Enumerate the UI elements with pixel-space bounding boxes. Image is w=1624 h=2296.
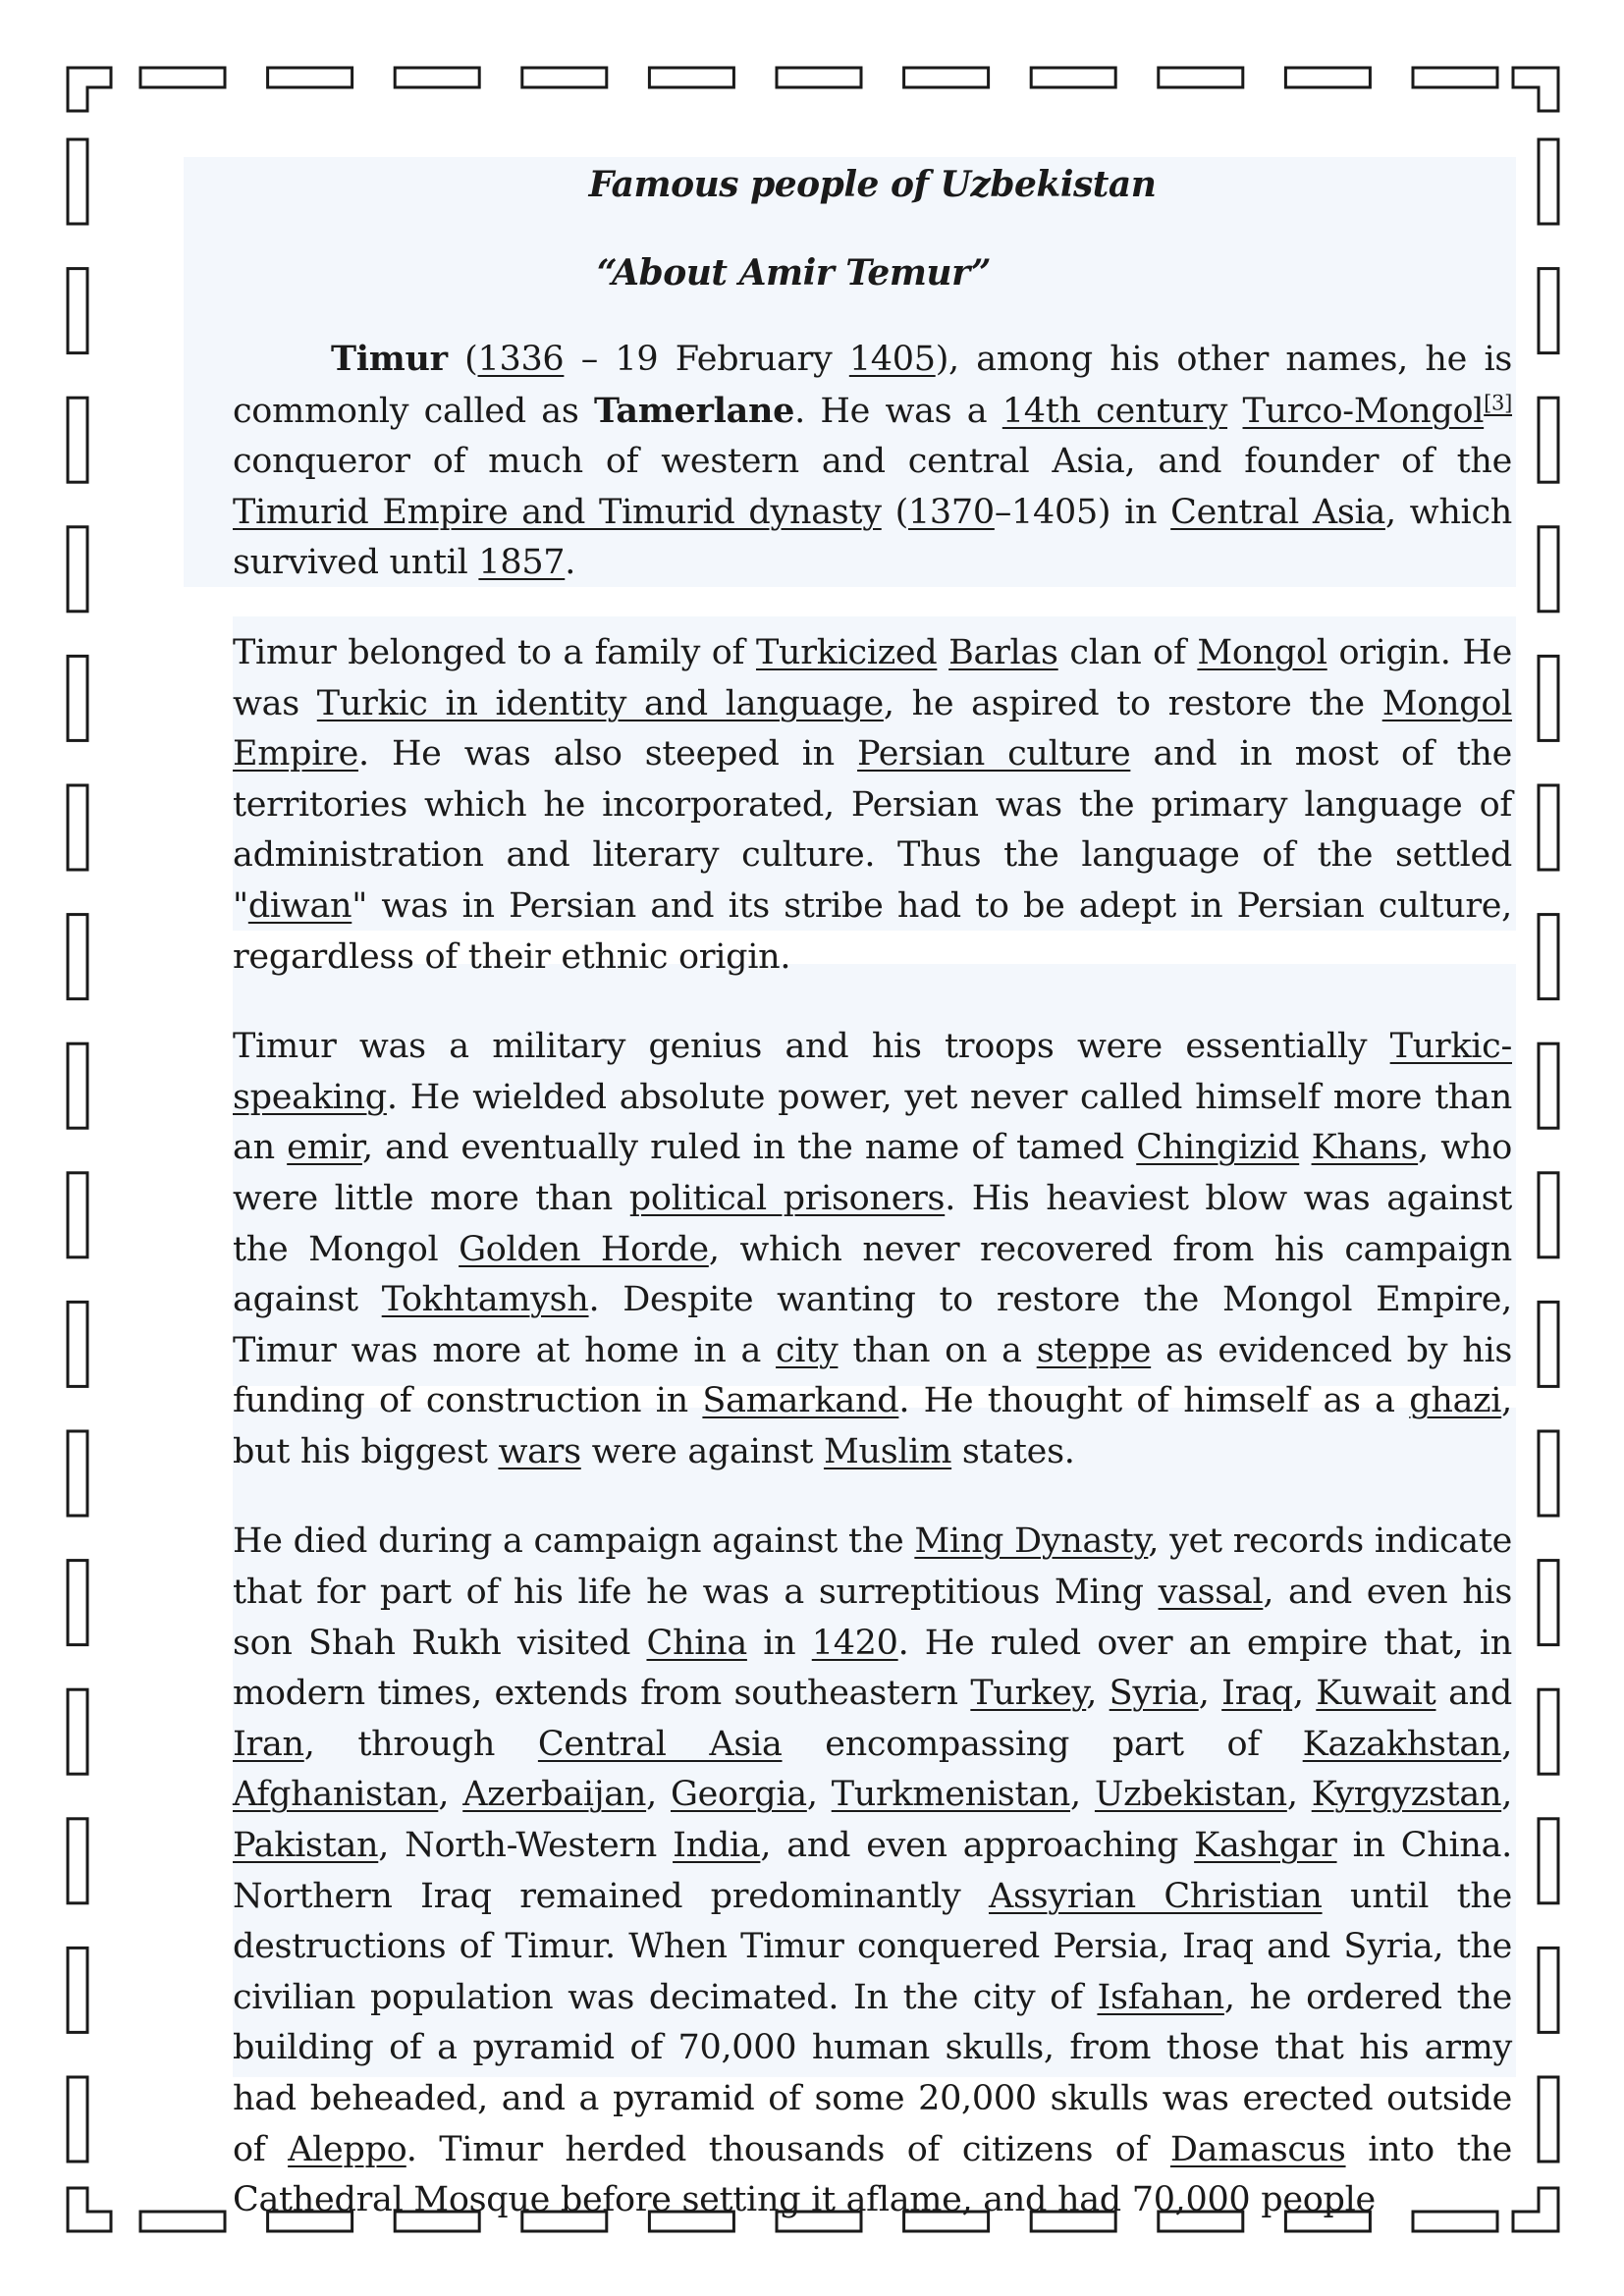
document-body	[233, 147, 1512, 2226]
text-run: (	[447, 340, 478, 379]
border-segment-37	[1539, 1043, 1558, 1128]
text-run: , North-Western	[378, 1826, 674, 1866]
hyperlink[interactable]: 1420	[811, 1623, 898, 1663]
border-segment-14	[1031, 68, 1115, 87]
hyperlink[interactable]: Tokhtamysh	[381, 1280, 589, 1320]
hyperlink[interactable]: 1405	[848, 340, 936, 379]
paragraph-military	[233, 1022, 1512, 1477]
text-run: , but his biggest	[233, 1381, 1512, 1471]
text-run: ,	[1070, 1775, 1095, 1815]
text-run: ,	[646, 1775, 671, 1815]
hyperlink[interactable]: [3]	[1484, 390, 1513, 414]
hyperlink[interactable]: Isfahan	[1097, 1977, 1224, 2017]
border-segment-45	[1539, 1561, 1558, 1645]
hyperlink[interactable]: Assyrian Christian	[988, 1876, 1323, 1916]
text-run: and	[1435, 1674, 1513, 1714]
border-segment-32	[68, 785, 87, 870]
text-run: . He wielded absolute power, yet never called himself more than an	[233, 1077, 1512, 1168]
border-segment-22	[68, 139, 87, 224]
hyperlink[interactable]: Afghanistan	[233, 1775, 439, 1815]
border-segment-31	[1539, 656, 1558, 740]
text-run: He died during a campaign against the	[233, 1522, 915, 1562]
hyperlink[interactable]: Uzbekistan	[1094, 1775, 1287, 1815]
hyperlink[interactable]: Turco-Mongol	[1242, 391, 1485, 431]
border-segment-44	[68, 1561, 87, 1645]
text-run: Timur was a military genius and his troops were essentially	[233, 1027, 1390, 1067]
paragraph-empire	[233, 1517, 1512, 2225]
hyperlink[interactable]: Azerbaijan	[462, 1775, 647, 1815]
border-segment-42	[68, 1431, 87, 1516]
hyperlink[interactable]: Kyrgyzstan	[1311, 1775, 1502, 1815]
border-segment-10	[777, 68, 861, 87]
text-run: Timur belonged to a family of	[233, 632, 756, 672]
text-run: . He was also steeped in	[357, 734, 858, 774]
border-segment-40	[68, 1302, 87, 1386]
hyperlink[interactable]: Syria	[1109, 1674, 1199, 1714]
text-run: . He was a	[794, 391, 1002, 431]
paragraph-intro	[233, 334, 1512, 589]
text-run: (	[881, 492, 908, 532]
text-run: , and even his son Shah Rukh visited	[233, 1573, 1512, 1663]
border-segment-36	[68, 1043, 87, 1128]
border-segment-46	[68, 1689, 87, 1774]
border-segment-8	[649, 68, 733, 87]
hyperlink[interactable]: steppe	[1036, 1330, 1152, 1370]
border-segment-30	[68, 656, 87, 740]
text-run: . His heaviest blow was against the Mongol	[233, 1178, 1513, 1269]
text-run: , which survived until	[233, 492, 1512, 583]
border-segment-47	[1539, 1689, 1558, 1774]
bold-term: Tamerlane	[593, 390, 795, 431]
corner-bottom-left	[68, 2188, 111, 2231]
text-run: into the Cathedral Mosque before setting it aflame, and had 70,000 people	[233, 2129, 1512, 2220]
hyperlink[interactable]: Barlas	[948, 632, 1058, 672]
border-segment-33	[1539, 785, 1558, 870]
text-run: ,	[806, 1775, 832, 1815]
text-run: origin. He was	[233, 632, 1513, 723]
hyperlink[interactable]: Kuwait	[1316, 1674, 1436, 1714]
text-run: ,	[1292, 1674, 1317, 1714]
hyperlink[interactable]: Muslim	[823, 1431, 952, 1471]
document-subtitle: “About Amir Temur”	[596, 252, 992, 294]
border-segment-20	[1413, 68, 1497, 87]
hyperlink[interactable]: Mongol	[1197, 632, 1327, 672]
text-run	[937, 633, 948, 672]
hyperlink[interactable]: political prisoners	[628, 1178, 946, 1218]
hyperlink[interactable]: 14th century	[1001, 391, 1228, 431]
text-run: , he ordered the building of a pyramid of 70,000 human skulls, from those that his army had beheaded, and a pyramid of some 20,000 skulls was erected outside of	[233, 1977, 1512, 2169]
border-segment-48	[68, 1819, 87, 1903]
text-run: than on a	[838, 1330, 1037, 1370]
paragraph-origins	[233, 628, 1512, 983]
text-run: as evidenced by his funding of construction in	[233, 1330, 1512, 1421]
hyperlink[interactable]: Khans	[1311, 1128, 1419, 1168]
border-segment-26	[68, 398, 87, 482]
text-run: states.	[951, 1431, 1075, 1471]
hyperlink[interactable]: Iran	[233, 1724, 304, 1764]
hyperlink[interactable]: Turkicized	[755, 632, 938, 672]
text-run: , and eventually ruled in the name of tamed	[361, 1128, 1137, 1168]
border-segment-23	[1539, 139, 1558, 224]
text-run: clan of	[1057, 632, 1198, 672]
hyperlink[interactable]: Ming Dynasty	[914, 1522, 1149, 1562]
hyperlink[interactable]: Mongol Empire	[233, 683, 1513, 774]
border-segment-1	[140, 2212, 225, 2231]
hyperlink[interactable]: Central Asia	[1170, 492, 1385, 532]
text-run	[1299, 1128, 1311, 1167]
corner-top-right	[1513, 68, 1558, 111]
text-run: " was in Persian and its stribe had to be adept in Persian culture, regardless of their ethnic origin.	[233, 885, 1512, 977]
hyperlink[interactable]: emir	[287, 1128, 362, 1168]
border-segment-43	[1539, 1431, 1558, 1516]
hyperlink[interactable]: Central Asia	[537, 1724, 783, 1764]
text-run: , yet records indicate that for part of his life he was a surreptitious Ming	[233, 1522, 1512, 1613]
border-segment-28	[68, 527, 87, 612]
hyperlink[interactable]: 1857	[478, 543, 566, 583]
hyperlink[interactable]: vassal	[1158, 1573, 1264, 1613]
hyperlink[interactable]: Golden Horde	[459, 1229, 709, 1269]
border-segment-4	[395, 68, 479, 87]
text-run: ,	[1501, 1724, 1513, 1764]
text-run: and in most of the territories which he incorporated, Persian was the primary language of administration and literary culture. Thus the language of the settled "	[233, 734, 1513, 926]
border-segment-29	[1539, 527, 1558, 612]
text-run: . Despite wanting to restore the Mongol Empire, Timur was more at home in a	[233, 1280, 1512, 1370]
text-run: – 19 February	[564, 340, 849, 379]
hyperlink[interactable]: Georgia	[670, 1775, 807, 1815]
corner-bottom-right	[1513, 2188, 1558, 2231]
hyperlink[interactable]: 1370	[907, 492, 995, 532]
hyperlink[interactable]: Turkmenistan	[831, 1775, 1071, 1815]
hyperlink[interactable]: Kazakhstan	[1302, 1724, 1502, 1764]
text-run	[1227, 392, 1242, 431]
text-run: ,	[1198, 1674, 1222, 1714]
border-segment-50	[68, 1948, 87, 2032]
border-segment-49	[1539, 1819, 1558, 1903]
hyperlink[interactable]: Kashgar	[1194, 1826, 1337, 1866]
hyperlink[interactable]: Turkic in identity and language	[316, 683, 884, 723]
hyperlink[interactable]: Samarkand	[702, 1381, 899, 1421]
border-segment-0	[140, 68, 225, 87]
text-run: conqueror of much of western and central Asia, and founder of the	[233, 442, 1512, 482]
text-run: . He thought of himself as a	[898, 1381, 1410, 1421]
document-title: Famous people of Uzbekistan	[588, 164, 1157, 205]
text-run: . Timur herded thousands of citizens of	[406, 2129, 1170, 2169]
border-segment-34	[68, 915, 87, 999]
border-segment-41	[1539, 1302, 1558, 1386]
hyperlink[interactable]: diwan	[247, 885, 352, 926]
text-run: , who were little more than	[233, 1128, 1512, 1218]
bold-term: Timur	[331, 339, 448, 379]
border-segment-16	[1159, 68, 1243, 87]
hyperlink[interactable]: 1336	[477, 340, 565, 379]
border-segment-51	[1539, 1948, 1558, 2032]
text-run: ,	[438, 1775, 463, 1815]
text-run: in	[746, 1623, 812, 1663]
border-segment-39	[1539, 1173, 1558, 1257]
border-segment-12	[904, 68, 989, 87]
border-segment-53	[1539, 2077, 1558, 2162]
border-segment-18	[1285, 68, 1370, 87]
text-run: ,	[1086, 1674, 1110, 1714]
corner-top-left	[68, 68, 111, 111]
hyperlink[interactable]: city	[776, 1330, 839, 1370]
hyperlink[interactable]: Chingizid	[1136, 1128, 1300, 1168]
hyperlink[interactable]: Iraq	[1221, 1674, 1293, 1714]
hyperlink[interactable]: wars	[498, 1431, 581, 1471]
text-run: until the destructions of Timur. When Timur conquered Persia, Iraq and Syria, the civilian population was decimated. In the city of	[233, 1876, 1513, 2017]
border-segment-27	[1539, 398, 1558, 482]
text-run: ,	[1286, 1775, 1312, 1815]
hyperlink[interactable]: Persian culture	[857, 734, 1131, 774]
hyperlink[interactable]: Turkey	[970, 1674, 1087, 1714]
border-segment-35	[1539, 915, 1558, 999]
text-run: were against	[580, 1431, 824, 1471]
hyperlink[interactable]: China	[646, 1623, 747, 1663]
text-run: , he aspired to restore the	[883, 683, 1382, 723]
border-segment-6	[522, 68, 607, 87]
hyperlink[interactable]: Aleppo	[288, 2129, 406, 2169]
hyperlink[interactable]: Pakistan	[233, 1826, 379, 1866]
hyperlink[interactable]: Damascus	[1169, 2129, 1346, 2169]
border-segment-52	[68, 2077, 87, 2162]
text-run: in China. Northern Iraq remained predominantly	[233, 1826, 1512, 1916]
text-run: ,	[1501, 1775, 1513, 1815]
text-run: . He ruled over an empire that, in modern times, extends from southeastern	[233, 1623, 1512, 1714]
hyperlink[interactable]: ghazi	[1409, 1381, 1502, 1421]
border-segment-38	[68, 1173, 87, 1257]
hyperlink[interactable]: India	[673, 1826, 761, 1866]
text-run: –1405) in	[994, 492, 1171, 532]
border-segment-24	[68, 269, 87, 353]
text-run: , which never recovered from his campaign against	[233, 1229, 1512, 1320]
border-segment-25	[1539, 269, 1558, 353]
text-run: , through	[303, 1724, 538, 1764]
border-segment-2	[268, 68, 352, 87]
text-run: ), among his other names, he is commonly called as	[233, 340, 1512, 431]
text-run: , and even approaching	[760, 1826, 1195, 1866]
text-run: encompassing part of	[782, 1724, 1303, 1764]
hyperlink[interactable]: Timurid Empire and Timurid dynasty	[233, 492, 882, 532]
text-run: .	[565, 543, 576, 583]
hyperlink[interactable]: Turkic-speaking	[233, 1027, 1512, 1117]
